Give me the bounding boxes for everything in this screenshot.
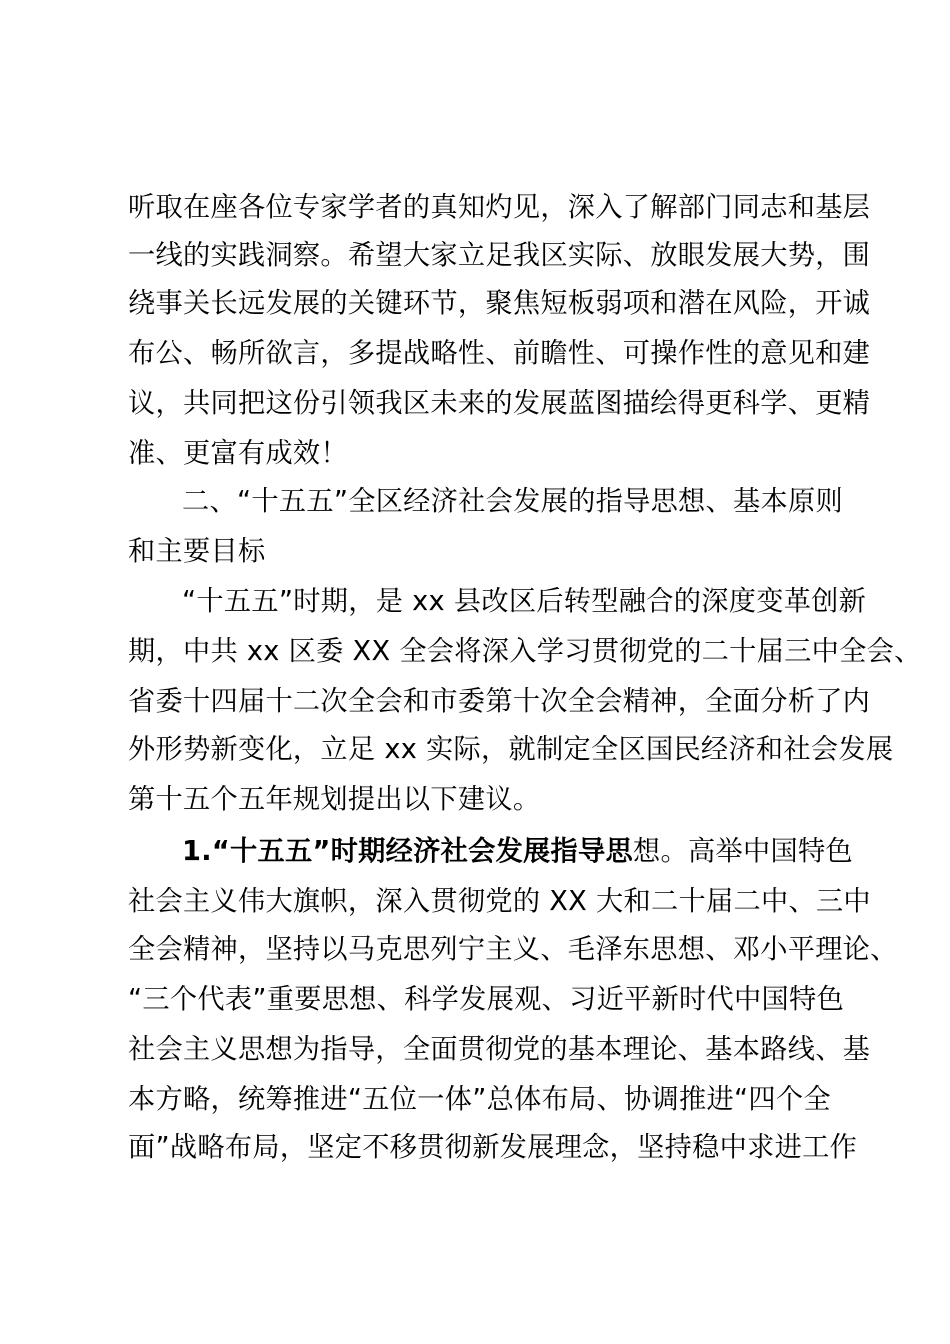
paragraph-line: 省委十四届十二次全会和市委第十次全会精神，全面分析了内	[128, 686, 871, 717]
paragraph-line: “十五五”时期，是 xx 县改区后转型融合的深度变革创新	[182, 586, 867, 617]
paragraph-line: 面”战略布局，坚定不移贯彻新发展理念，坚持稳中求进工作	[128, 1132, 858, 1163]
subheading-bold-text: 1.“十五五”时期经济社会发展指导思	[182, 836, 634, 867]
paragraph-line: 期，中共 xx 区委 XX 全会将深入学习贯彻党的二十届三中全会、	[128, 636, 922, 667]
paragraph-line: 社会主义伟大旗帜，深入贯彻党的 XX 大和二十届二中、三中	[128, 886, 871, 917]
paragraph-line: 布公、畅所欲言，多提战略性、前瞻性、可操作性的意见和建	[128, 338, 871, 369]
paragraph-line: “三个代表”重要思想、科学发展观、习近平新时代中国特色	[128, 984, 844, 1015]
paragraph-line: 外形势新变化，立足 xx 实际，就制定全区国民经济和社会发展	[128, 734, 894, 765]
section-heading-line: 和主要目标	[128, 536, 266, 567]
paragraph-line: 全会精神，坚持以马克思列宁主义、毛泽东思想、邓小平理论、	[128, 934, 898, 965]
paragraph-line: 一线的实践洞察。希望大家立足我区实际、放眼发展大势，围	[128, 240, 871, 271]
paragraph-line: 第十五个五年规划提出以下建议。	[128, 784, 541, 815]
paragraph-line: 准、更富有成效！	[128, 438, 348, 469]
subheading-line	[182, 828, 853, 876]
paragraph-line: 社会主义思想为指导，全面贯彻党的基本理论、基本路线、基	[128, 1034, 871, 1065]
paragraph-line: 议，共同把这份引领我区未来的发展蓝图描绘得更科学、更精	[128, 388, 871, 419]
paragraph-line: 本方略，统筹推进“五位一体”总体布局、协调推进“四个全	[128, 1084, 831, 1115]
paragraph-line: 绕事关长远发展的关键环节，聚焦短板弱项和潜在风险，开诚	[128, 288, 871, 319]
subheading-normal-text: 想。高举中国特色	[633, 836, 853, 867]
section-heading-line: 二、“十五五”全区经济社会发展的指导思想、基本原则	[182, 486, 843, 517]
paragraph-line: 听取在座各位专家学者的真知灼见，深入了解部门同志和基层	[128, 192, 871, 223]
